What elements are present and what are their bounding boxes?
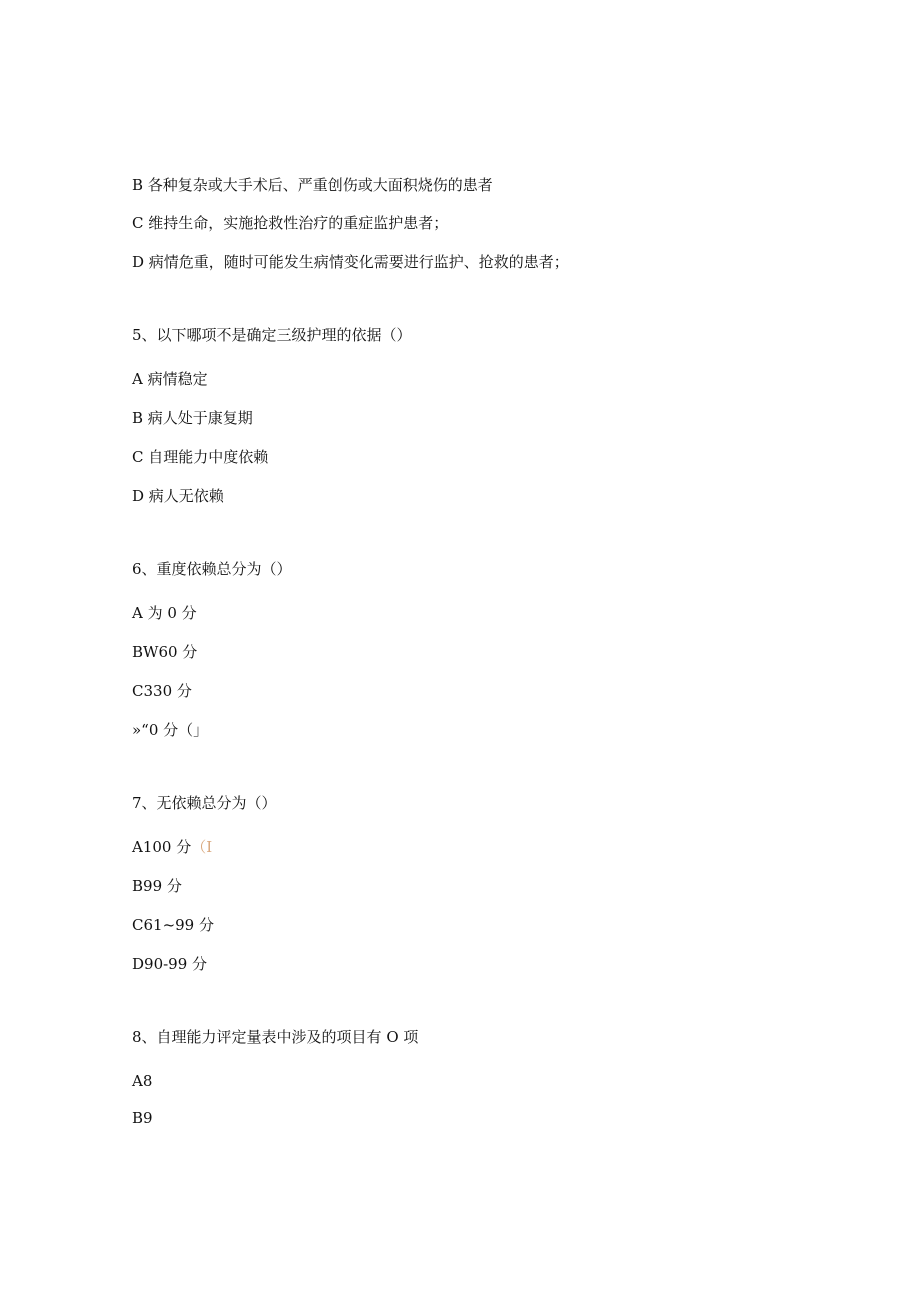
q8-question: 8、自理能力评定量表中涉及的项目有 O 项 xyxy=(132,1028,419,1046)
q6-option-b: BW60 分 xyxy=(132,643,198,661)
q7-option-a-text: A100 分 xyxy=(132,838,192,856)
q7-option-a-mark: （I xyxy=(191,838,213,856)
q5-option-c: C 自理能力中度依赖 xyxy=(132,448,269,466)
q6-option-d: »“0 分（」 xyxy=(132,721,209,739)
q6-option-a: A 为 0 分 xyxy=(132,604,197,622)
q5-option-a: A 病情稳定 xyxy=(132,370,208,388)
q7-option-d: D90-99 分 xyxy=(132,955,208,973)
q8-option-b: B9 xyxy=(132,1109,153,1127)
q5-question: 5、以下哪项不是确定三级护理的依据（） xyxy=(132,326,412,344)
q7-option-a xyxy=(132,837,212,857)
q6-option-c: C330 分 xyxy=(132,682,192,700)
q5-option-b: B 病人处于康复期 xyxy=(132,409,253,427)
q7-option-b: B99 分 xyxy=(132,877,182,895)
q6-question: 6、重度依赖总分为（） xyxy=(132,560,292,578)
q4-option-b: B 各种复杂或大手术后、严重创伤或大面积烧伤的患者 xyxy=(132,176,493,194)
q7-option-c: C61~99 分 xyxy=(132,916,214,934)
q4-option-c: C 维持生命，实施抢救性治疗的重症监护患者； xyxy=(132,214,449,232)
q7-question: 7、无依赖总分为（） xyxy=(132,794,277,812)
q4-option-d: D 病情危重，随时可能发生病情变化需要进行监护、抢救的患者； xyxy=(132,253,569,271)
q8-option-a: A8 xyxy=(132,1072,153,1090)
q5-option-d: D 病人无依赖 xyxy=(132,487,224,505)
